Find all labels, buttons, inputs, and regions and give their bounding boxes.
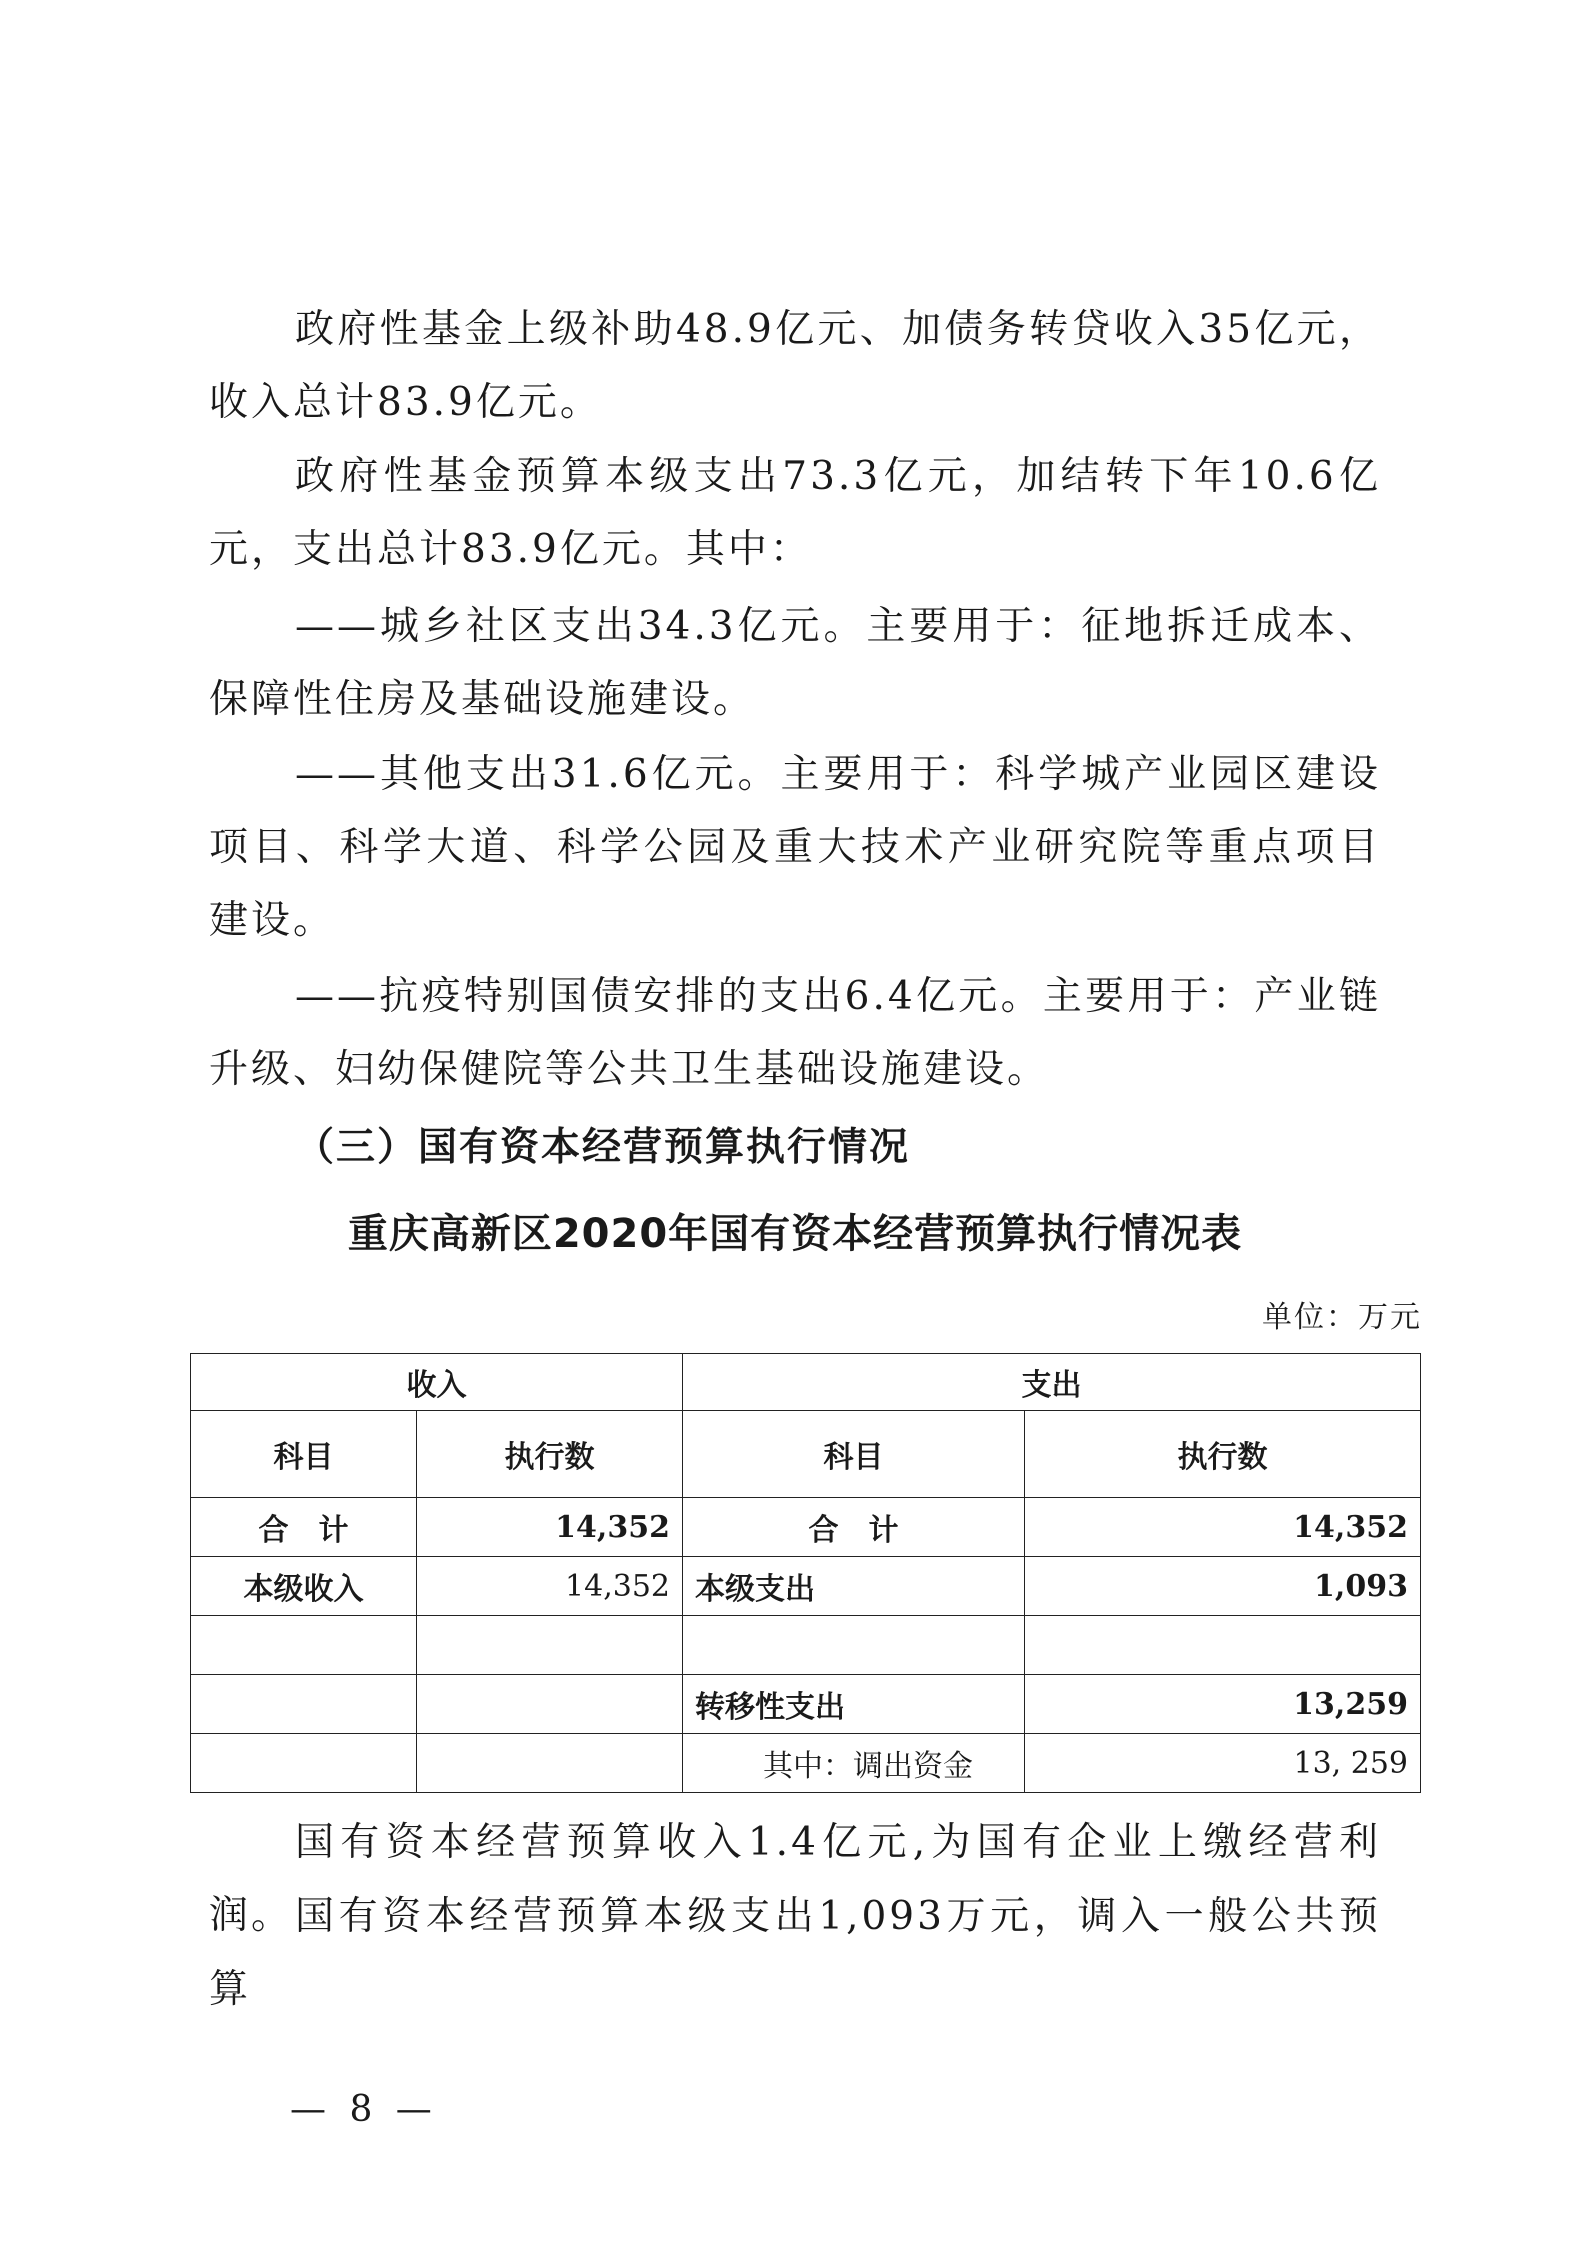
paragraph-4: ——其他支出31.6亿元。主要用于：科学城产业园区建设项目、科学大道、科学公园及重大技术产业研究院等重点项目建设。: [209, 752, 1381, 943]
table-row-transfer-out: [191, 1734, 1421, 1793]
income-amount: 14,352: [417, 1498, 683, 1557]
expense-subject-header: 科目: [683, 1411, 1025, 1498]
table-row-total: [191, 1498, 1421, 1557]
expense-amount: 13,259: [1025, 1675, 1421, 1734]
income-amount: 14,352: [417, 1557, 683, 1616]
paragraph-1: 政府性基金上级补助48.9亿元、加债务转贷收入35亿元，收入总计83.9亿元。: [209, 307, 1381, 425]
expense-amount: 1,093: [1025, 1557, 1421, 1616]
expense-subject: 合 计: [683, 1498, 1025, 1557]
expense-amount: 13, 259: [1025, 1734, 1421, 1793]
income-subject: [191, 1675, 417, 1734]
table-subheader-row: [191, 1411, 1421, 1498]
table-row-transfer: [191, 1675, 1421, 1734]
income-amount-header: 执行数: [417, 1411, 683, 1498]
expense-subject: 转移性支出: [683, 1675, 1025, 1734]
income-subject: 合 计: [191, 1498, 417, 1557]
income-subject: [191, 1734, 417, 1793]
income-header: 收入: [191, 1354, 683, 1411]
expense-header: 支出: [683, 1354, 1421, 1411]
expense-subject: 其中：调出资金: [683, 1734, 1025, 1793]
income-subject: 本级收入: [191, 1557, 417, 1616]
expense-amount-header: 执行数: [1025, 1411, 1421, 1498]
expense-subject: [683, 1616, 1025, 1675]
expense-subject: 本级支出: [683, 1557, 1025, 1616]
table-unit: 单位：万元: [1262, 1300, 1422, 1335]
paragraph-3: ——城乡社区支出34.3亿元。主要用于：征地拆迁成本、保障性住房及基础设施建设。: [209, 604, 1381, 722]
income-subject-header: 科目: [191, 1411, 417, 1498]
table-row-level: [191, 1557, 1421, 1616]
table-row-empty: [191, 1616, 1421, 1675]
income-subject: [191, 1616, 417, 1675]
page-number: — 8 —: [290, 2089, 438, 2130]
section-heading: （三）国有资本经营预算执行情况: [295, 1125, 911, 1170]
expense-amount: 14,352: [1025, 1498, 1421, 1557]
paragraph-5: ——抗疫特别国债安排的支出6.4亿元。主要用于：产业链升级、妇幼保健院等公共卫生基础设施建设。: [209, 974, 1381, 1092]
expense-amount: [1025, 1616, 1421, 1675]
income-amount: [417, 1734, 683, 1793]
table-header-row: [191, 1354, 1421, 1411]
paragraph-2: 政府性基金预算本级支出73.3亿元，加结转下年10.6亿元，支出总计83.9亿元。其中：: [209, 454, 1381, 572]
budget-table: [190, 1353, 1421, 1793]
table-title: 重庆高新区2020年国有资本经营预算执行情况表: [347, 1211, 1243, 1257]
income-amount: [417, 1675, 683, 1734]
paragraph-6: 国有资本经营预算收入1.4亿元,为国有企业上缴经营利润。: [209, 1820, 1381, 1938]
income-amount: [417, 1616, 683, 1675]
paragraph-7: 国有资本经营预算本级支出1,093万元，调入一般公共预算: [209, 1894, 1381, 2012]
